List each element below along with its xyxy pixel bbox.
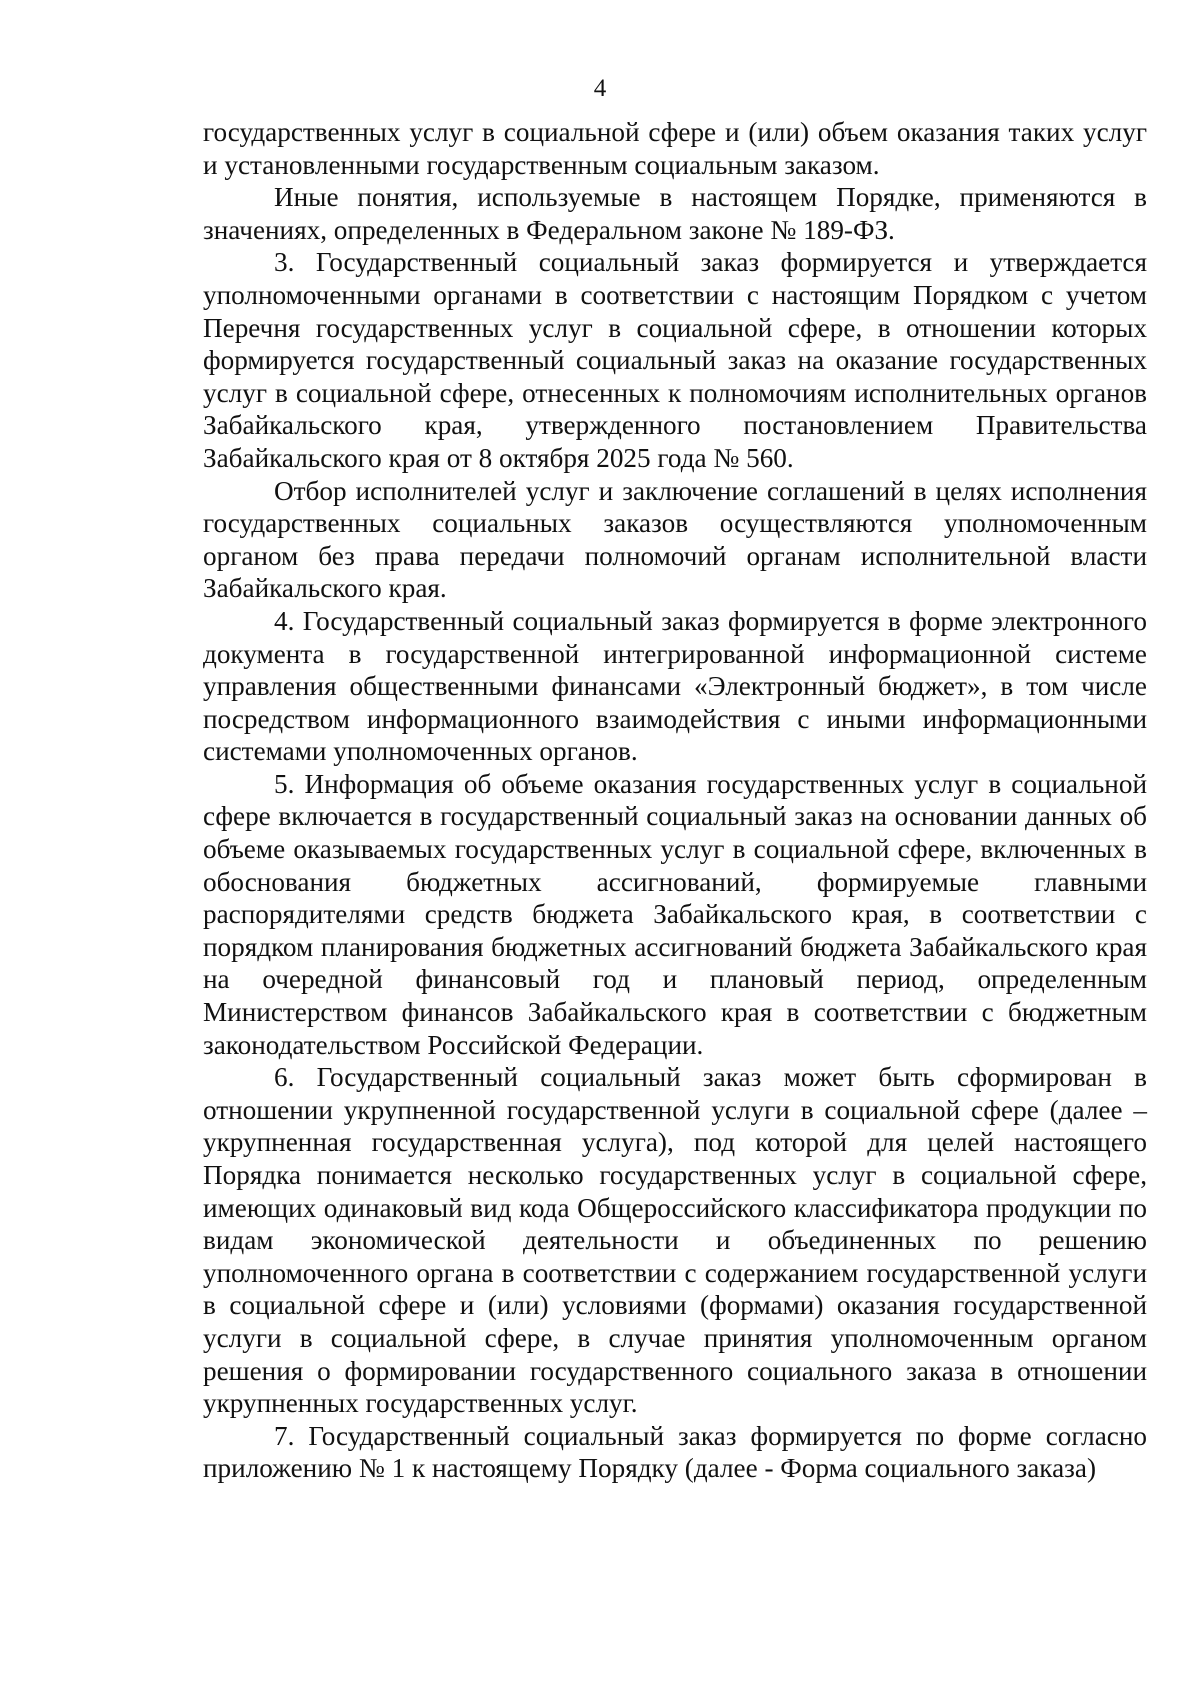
- paragraph-selection-of-executors: Отбор исполнителей услуг и заключение соглашений в целях исполнения государственных социальных заказов осуществляются уполномоченным органом без права передачи полномочий органам исполнительной власти Забайкальского края.: [203, 475, 1147, 604]
- document-body: [203, 116, 1147, 1485]
- page-number: 4: [593, 75, 607, 102]
- paragraph-item-6: 6. Государственный социальный заказ может быть сформирован в отношении укрупненной государственной услуги в социальной сфере (далее – укрупненная государственная услуга), под которой для целей настоящего Порядка понимается несколько государственных услуг в социальной сфере, имеющих одинаковый вид кода Общероссийского классификатора продукции по видам экономической деятельности и объединенных по решению уполномоченного органа в соответствии с содержанием государственной услуги в социальной сфере и (или) условиями (формами) оказания государственной услуги в социальной сфере, в случае принятия уполномоченным органом решения о формировании государственного социального заказа в отношении укрупненных государственных услуг.: [203, 1062, 1147, 1419]
- paragraph-item-3: 3. Государственный социальный заказ формируется и утверждается уполномоченными органами в соответствии с настоящим Порядком с учетом Перечня государственных услуг в социальной сфере, в отношении которых формируется государственный социальный заказ на оказание государственных услуг в социальной сфере, отнесенных к полномочиям исполнительных органов Забайкальского края, утвержденного постановлением Правительства Забайкальского края от 8 октября 2025 года № 560.: [203, 247, 1147, 473]
- paragraph-other-terms: Иные понятия, используемые в настоящем Порядке, применяются в значениях, определенных в Федеральном законе № 189-ФЗ.: [203, 182, 1147, 245]
- paragraph-item-7: 7. Государственный социальный заказ формируется по форме согласно приложению № 1 к настоящему Порядку (далее - Форма социального заказа): [203, 1420, 1147, 1484]
- paragraph-continuation: государственных услуг в социальной сфере и (или) объем оказания таких услуг и установленными государственным социальным заказом.: [203, 117, 1147, 180]
- paragraph-item-5: 5. Информация об объеме оказания государственных услуг в социальной сфере включается в государственный социальный заказ на основании данных об объеме оказываемых государственных услуг в социальной сфере, включенных в обоснования бюджетных ассигнований, формируемые главными распорядителями средств бюджета Забайкальского края, в соответствии с порядком планирования бюджетных ассигнований бюджета Забайкальского края на очередной финансовый год и плановый период, определенным Министерством финансов Забайкальского края в соответствии с бюджетным законодательством Российской Федерации.: [203, 768, 1147, 1060]
- paragraph-item-4: 4. Государственный социальный заказ формируется в форме электронного документа в государственной интегрированной информационной системе управления общественными финансами «Электронный бюджет», в том числе посредством информационного взаимодействия с иными информационными системами уполномоченных органов.: [203, 605, 1147, 767]
